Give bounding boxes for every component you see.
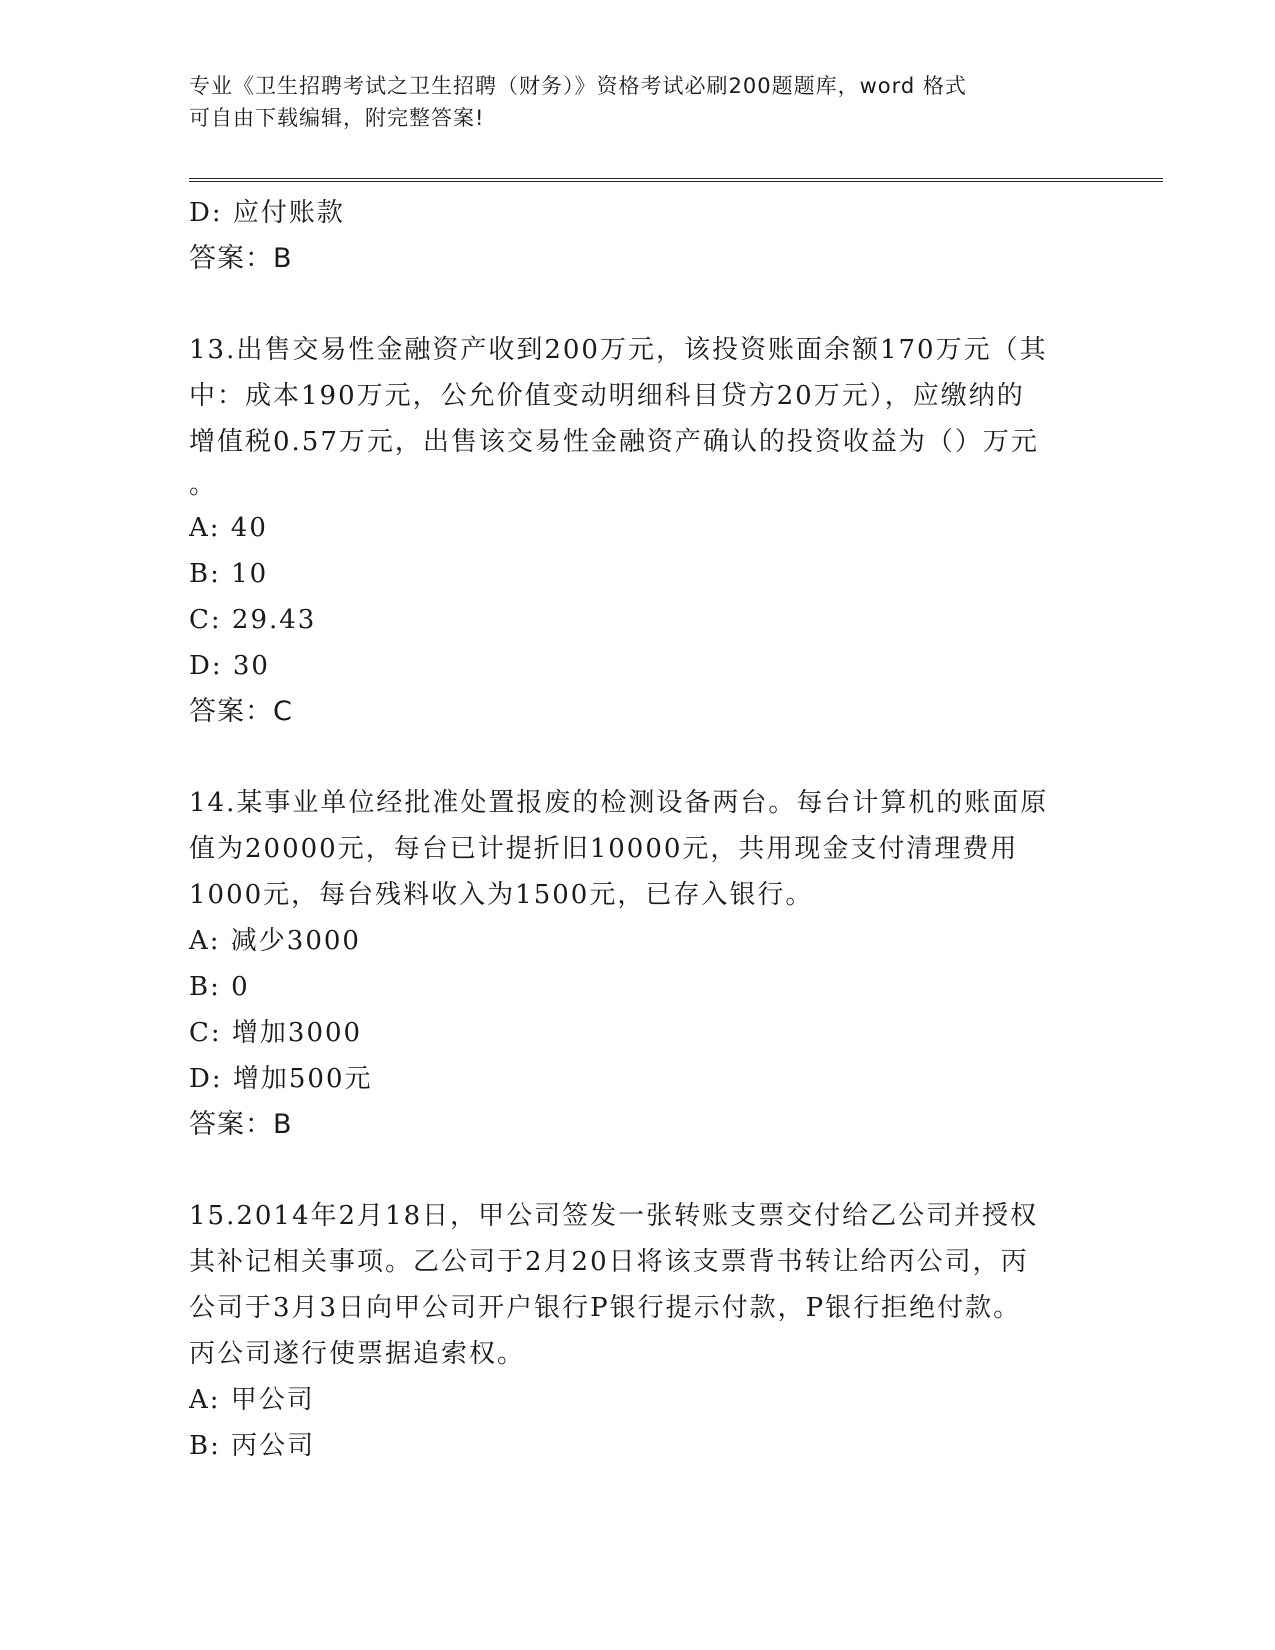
question-text-line: 其补记相关事项。乙公司于2月20日将该支票背书转让给丙公司，丙 [189, 1247, 1029, 1277]
previous-question-tail [189, 190, 1089, 282]
option-d: D: 30 [189, 651, 270, 681]
option-a: A: 40 [189, 513, 268, 543]
option-b: B: 0 [189, 972, 250, 1002]
answer-line: 答案：B [189, 1109, 293, 1140]
spacer [189, 282, 1089, 327]
question-text-line: 丙公司遂行使票据追索权。 [189, 1339, 526, 1369]
question-13 [189, 327, 1089, 735]
question-text-line: 值为20000元，每台已计提折旧10000元，共用现金支付清理费用 [189, 834, 1019, 864]
option-b: B: 丙公司 [189, 1431, 316, 1461]
option-d: D: 应付账款 [189, 198, 345, 228]
option-d: D: 增加500元 [189, 1064, 373, 1094]
question-text-line: 13.出售交易性金融资产收到200万元，该投资账面余额170万元（其 [189, 335, 1048, 365]
question-text-line: 中：成本190万元，公允价值变动明细科目贷方20万元），应缴纳的 [189, 381, 1025, 411]
option-c: C: 增加3000 [189, 1018, 363, 1048]
question-text-line: 14.某事业单位经批准处置报废的检测设备两台。每台计算机的账面原 [189, 788, 1049, 818]
question-text-line: 。 [189, 470, 218, 500]
answer-line: 答案：C [189, 696, 293, 727]
spacer [189, 735, 1089, 780]
header-divider [189, 178, 1163, 182]
answer-line: 答案：B [189, 243, 293, 274]
option-b: B: 10 [189, 559, 269, 589]
question-14 [189, 780, 1089, 1148]
question-text-line: 公司于3月3日向甲公司开户银行P银行提示付款，P银行拒绝付款。 [189, 1293, 1022, 1323]
header-line-2: 可自由下载编辑，附完整答案! [189, 106, 485, 130]
spacer [189, 1148, 1089, 1193]
option-a: A: 甲公司 [189, 1385, 315, 1415]
option-a: A: 减少3000 [189, 926, 361, 956]
question-15 [189, 1193, 1089, 1469]
question-text-line: 1000元，每台残料收入为1500元，已存入银行。 [189, 880, 814, 910]
question-text-line: 15.2014年2月18日，甲公司签发一张转账支票交付给乙公司并授权 [189, 1201, 1039, 1231]
header-line-1: 专业《卫生招聘考试之卫生招聘（财务）》资格考试必刷200题题库，word 格式 [189, 74, 967, 98]
document-header [189, 70, 1089, 134]
question-text-line: 增值税0.57万元，出售该交易性金融资产确认的投资收益为（）万元 [189, 427, 1039, 457]
document-body [189, 190, 1089, 1469]
option-c: C: 29.43 [189, 605, 317, 635]
